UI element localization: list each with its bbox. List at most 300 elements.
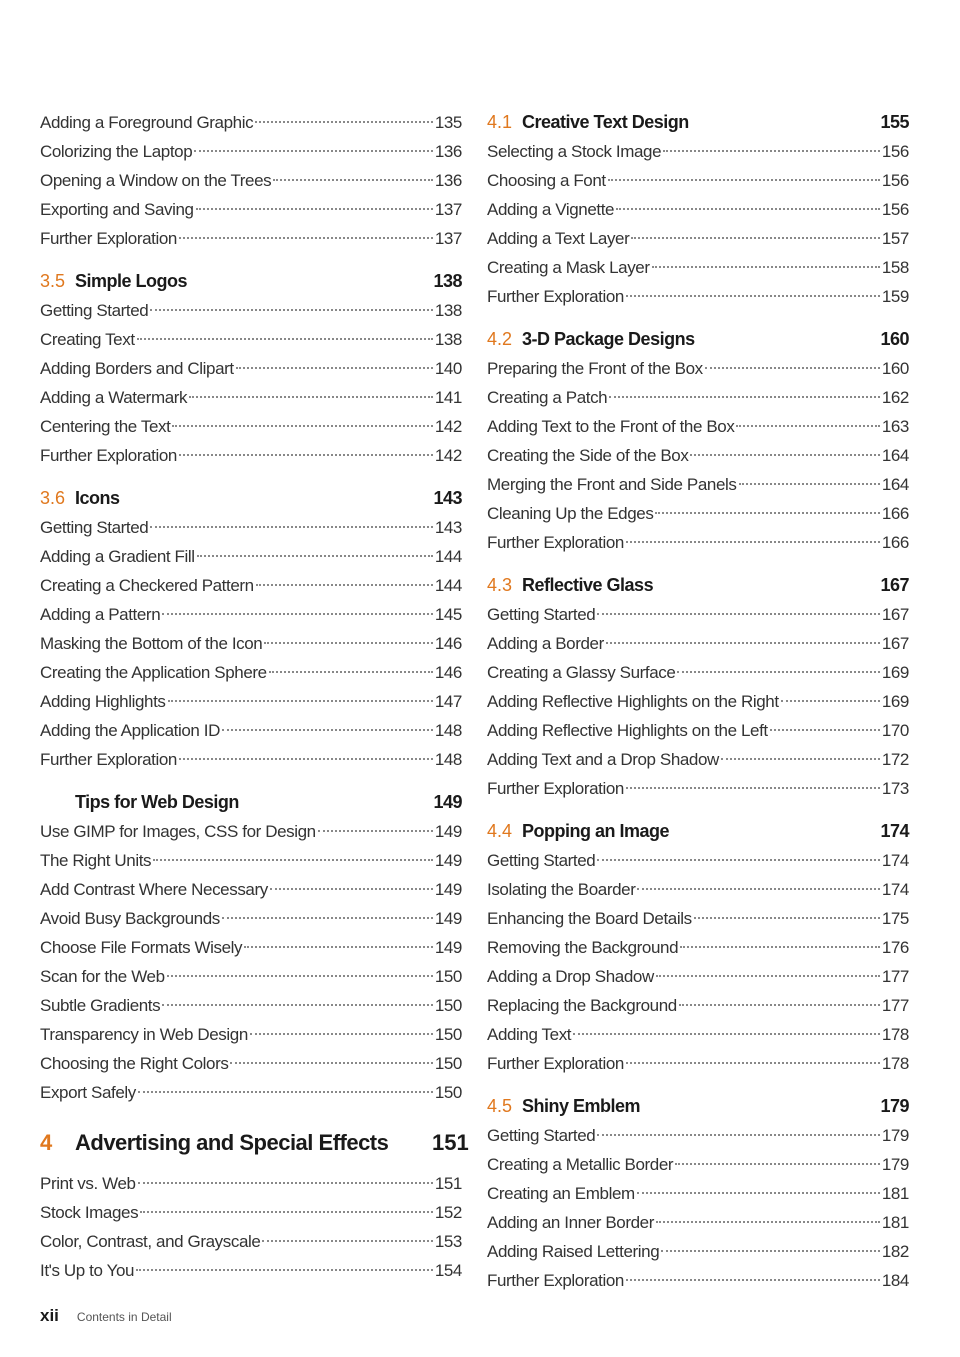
toc-entry [487, 745, 909, 774]
entry-title: Cleaning Up the Edges [487, 504, 654, 523]
leader-dots [318, 830, 433, 832]
leader-dots [616, 208, 880, 210]
toc-entry [40, 441, 462, 470]
leader-dots [637, 888, 879, 890]
entry-title: Stock Images [40, 1203, 139, 1222]
entry-title: Creating an Emblem [487, 1184, 635, 1203]
toc-entry [40, 1198, 462, 1227]
entry-title: Further Exploration [487, 287, 624, 306]
toc-entry [487, 253, 909, 282]
entry-title: Adding Reflective Highlights on the Right [487, 692, 779, 711]
toc-entry [487, 658, 909, 687]
toc-entry [40, 875, 462, 904]
leader-dots [244, 946, 433, 948]
toc-entry [487, 962, 909, 991]
entry-page: 174 [881, 851, 909, 870]
leader-dots [138, 1182, 433, 1184]
entry-title: Adding a Watermark [40, 388, 188, 407]
leader-dots [609, 396, 880, 398]
leader-dots [167, 975, 433, 977]
section-number: 4.3 [487, 575, 513, 595]
toc-entry [40, 846, 462, 875]
leader-dots [230, 1062, 432, 1064]
leader-dots [222, 917, 433, 919]
entry-page: 173 [881, 779, 909, 798]
leader-dots [172, 425, 432, 427]
entry-title: Further Exploration [487, 1271, 624, 1290]
chapter-heading [40, 1123, 469, 1163]
leader-dots [705, 367, 880, 369]
entry-page: 170 [881, 721, 909, 740]
leader-dots [656, 1221, 880, 1223]
leader-dots [262, 1240, 432, 1242]
toc-entry [40, 817, 462, 846]
entry-page: 166 [881, 533, 909, 552]
entry-title: Further Exploration [40, 229, 177, 248]
toc-entry [40, 745, 462, 774]
entry-title: Choosing a Font [487, 171, 606, 190]
section-heading [40, 788, 462, 817]
entry-title: Creating the Application Sphere [40, 663, 267, 682]
toc-entry [40, 195, 462, 224]
entry-page: 177 [881, 967, 909, 986]
entry-page: 182 [881, 1242, 909, 1261]
toc-entry [40, 1020, 462, 1049]
entry-page: 149 [434, 909, 462, 928]
leader-dots [631, 237, 879, 239]
leader-dots [273, 179, 433, 181]
leader-dots [721, 758, 880, 760]
toc-entry [40, 513, 462, 542]
section-number: 4.1 [487, 112, 513, 132]
toc-entry [487, 991, 909, 1020]
entry-page: 144 [434, 547, 462, 566]
entry-title: Adding a Border [487, 634, 604, 653]
entry-page: 163 [881, 417, 909, 436]
entry-page: 178 [881, 1054, 909, 1073]
entry-page: 150 [434, 996, 462, 1015]
leader-dots [694, 917, 880, 919]
entry-page: 148 [434, 750, 462, 769]
leader-dots [781, 700, 880, 702]
toc-entry [40, 108, 462, 137]
entry-page: 164 [881, 475, 909, 494]
entry-title: Creating Text [40, 330, 135, 349]
leader-dots [626, 787, 880, 789]
toc-entry [487, 195, 909, 224]
leader-dots [140, 1211, 433, 1213]
entry-title: Add Contrast Where Necessary [40, 880, 268, 899]
entry-page: 146 [434, 663, 462, 682]
toc-entry [40, 166, 462, 195]
toc-entry [40, 542, 462, 571]
section-page: 143 [433, 488, 462, 508]
entry-page: 142 [434, 446, 462, 465]
entry-page: 184 [881, 1271, 909, 1290]
toc-entry [487, 1150, 909, 1179]
toc-column-left [40, 108, 469, 1285]
toc-entry [487, 1020, 909, 1049]
leader-dots [264, 642, 432, 644]
entry-page: 167 [881, 605, 909, 624]
section-number: 4.5 [487, 1096, 513, 1116]
entry-title: It's Up to You [40, 1261, 135, 1280]
entry-page: 162 [881, 388, 909, 407]
leader-dots [626, 1279, 880, 1281]
leader-dots [663, 150, 880, 152]
leader-dots [270, 888, 433, 890]
entry-page: 167 [881, 634, 909, 653]
toc-entry [487, 383, 909, 412]
leader-dots [179, 454, 433, 456]
entry-page: 181 [881, 1213, 909, 1232]
entry-title: Adding Text [487, 1025, 572, 1044]
leader-dots [655, 512, 879, 514]
leader-dots [626, 1062, 880, 1064]
entry-page: 174 [881, 880, 909, 899]
leader-dots [189, 396, 433, 398]
section-heading [487, 325, 909, 354]
entry-page: 156 [881, 200, 909, 219]
entry-title: Further Exploration [487, 533, 624, 552]
entry-page: 158 [881, 258, 909, 277]
toc-entry [487, 1179, 909, 1208]
leader-dots [197, 555, 433, 557]
entry-page: 179 [881, 1155, 909, 1174]
entry-page: 169 [881, 692, 909, 711]
entry-page: 154 [434, 1261, 462, 1280]
section-title: Tips for Web Design [75, 792, 239, 812]
entry-title: Further Exploration [487, 779, 624, 798]
toc-entry [487, 629, 909, 658]
entry-page: 169 [881, 663, 909, 682]
leader-dots [626, 295, 880, 297]
leader-dots [606, 642, 880, 644]
entry-page: 181 [881, 1184, 909, 1203]
leader-dots [597, 1134, 879, 1136]
toc-entry [40, 383, 462, 412]
leader-dots [597, 859, 879, 861]
toc-entry [40, 716, 462, 745]
entry-title: Further Exploration [40, 750, 177, 769]
toc-entry [40, 137, 462, 166]
toc-entry [487, 1237, 909, 1266]
entry-title: The Right Units [40, 851, 152, 870]
entry-page: 153 [434, 1232, 462, 1251]
entry-title: Adding Reflective Highlights on the Left [487, 721, 768, 740]
entry-page: 150 [434, 1025, 462, 1044]
entry-title: Choose File Formats Wisely [40, 938, 243, 957]
leader-dots [153, 859, 433, 861]
toc-entry [40, 1049, 462, 1078]
leader-dots [661, 1250, 880, 1252]
leader-dots [652, 266, 880, 268]
entry-title: Adding a Gradient Fill [40, 547, 195, 566]
leader-dots [179, 758, 433, 760]
toc-entry [487, 1121, 909, 1150]
toc-entry [40, 1227, 462, 1256]
toc-entry [487, 137, 909, 166]
toc-entry [487, 933, 909, 962]
entry-title: Subtle Gradients [40, 996, 161, 1015]
leader-dots [150, 309, 432, 311]
entry-title: Adding Text and a Drop Shadow [487, 750, 719, 769]
entry-title: Removing the Background [487, 938, 679, 957]
section-page: 160 [880, 329, 909, 349]
entry-title: Adding the Application ID [40, 721, 220, 740]
toc-entry [40, 571, 462, 600]
entry-title: Replacing the Background [487, 996, 677, 1015]
section-page: 179 [880, 1096, 909, 1116]
entry-page: 172 [881, 750, 909, 769]
entry-page: 137 [434, 200, 462, 219]
entry-page: 164 [881, 446, 909, 465]
entry-title: Further Exploration [487, 1054, 624, 1073]
leader-dots [269, 671, 433, 673]
leader-dots [597, 613, 879, 615]
entry-page: 140 [434, 359, 462, 378]
section-page: 155 [880, 112, 909, 132]
entry-page: 141 [434, 388, 462, 407]
entry-title: Use GIMP for Images, CSS for Design [40, 822, 316, 841]
entry-page: 143 [434, 518, 462, 537]
running-footer: Contents in Detail [76, 1310, 172, 1324]
section-title: 3-D Package Designs [522, 329, 695, 349]
toc-entry [487, 716, 909, 745]
section-heading [40, 484, 462, 513]
entry-title: Getting Started [487, 605, 596, 624]
toc-entry [487, 1266, 909, 1295]
entry-title: Enhancing the Board Details [487, 909, 692, 928]
entry-page: 149 [434, 851, 462, 870]
entry-title: Masking the Bottom of the Icon [40, 634, 263, 653]
entry-title: Exporting and Saving [40, 200, 194, 219]
entry-title: Creating a Checkered Pattern [40, 576, 254, 595]
toc-entry [487, 687, 909, 716]
section-heading [487, 108, 909, 137]
entry-title: Export Safely [40, 1083, 136, 1102]
leader-dots [637, 1192, 880, 1194]
toc-entry [40, 904, 462, 933]
entry-page: 157 [881, 229, 909, 248]
leader-dots [736, 425, 879, 427]
toc-entry [487, 875, 909, 904]
toc-entry [487, 774, 909, 803]
entry-page: 149 [434, 822, 462, 841]
entry-title: Preparing the Front of the Box [487, 359, 703, 378]
leader-dots [136, 1269, 433, 1271]
entry-title: Print vs. Web [40, 1174, 136, 1193]
entry-title: Opening a Window on the Trees [40, 171, 272, 190]
entry-page: 178 [881, 1025, 909, 1044]
leader-dots [690, 454, 879, 456]
entry-page: 137 [434, 229, 462, 248]
entry-title: Adding a Pattern [40, 605, 161, 624]
entry-page: 159 [881, 287, 909, 306]
section-page: 149 [433, 792, 462, 812]
entry-page: 148 [434, 721, 462, 740]
section-page: 151 [432, 1130, 469, 1155]
toc-entry [40, 600, 462, 629]
entry-title: Avoid Busy Backgrounds [40, 909, 220, 928]
leader-dots [626, 541, 880, 543]
leader-dots [194, 150, 433, 152]
entry-page: 175 [881, 909, 909, 928]
entry-page: 176 [881, 938, 909, 957]
section-heading [487, 817, 909, 846]
entry-title: Adding Text to the Front of the Box [487, 417, 735, 436]
entry-page: 156 [881, 171, 909, 190]
toc-entry [40, 412, 462, 441]
entry-title: Creating a Patch [487, 388, 608, 407]
entry-page: 150 [434, 1083, 462, 1102]
entry-page: 179 [881, 1126, 909, 1145]
entry-page: 136 [434, 142, 462, 161]
leader-dots [255, 121, 433, 123]
leader-dots [168, 700, 433, 702]
section-title: Shiny Emblem [522, 1096, 641, 1116]
entry-page: 145 [434, 605, 462, 624]
leader-dots [137, 338, 433, 340]
section-heading [487, 571, 909, 600]
section-number: 3.5 [40, 271, 66, 291]
entry-title: Getting Started [487, 851, 596, 870]
entry-page: 138 [434, 330, 462, 349]
toc-entry [40, 325, 462, 354]
leader-dots [236, 367, 433, 369]
entry-title: Creating the Side of the Box [487, 446, 689, 465]
entry-title: Adding Borders and Clipart [40, 359, 234, 378]
toc-entry [40, 1169, 462, 1198]
entry-title: Adding a Text Layer [487, 229, 630, 248]
toc-entry [40, 296, 462, 325]
page-footer [40, 1306, 172, 1326]
section-page: 167 [880, 575, 909, 595]
entry-page: 138 [434, 301, 462, 320]
toc-entry [487, 412, 909, 441]
toc-entry [40, 962, 462, 991]
entry-page: 142 [434, 417, 462, 436]
toc-entry [40, 1256, 462, 1285]
leader-dots [680, 946, 880, 948]
section-title: Simple Logos [75, 271, 188, 291]
entry-title: Centering the Text [40, 417, 171, 436]
entry-title: Transparency in Web Design [40, 1025, 248, 1044]
entry-page: 136 [434, 171, 462, 190]
entry-page: 152 [434, 1203, 462, 1222]
entry-page: 144 [434, 576, 462, 595]
section-number: 3.6 [40, 488, 66, 508]
leader-dots [222, 729, 433, 731]
toc-entry [40, 658, 462, 687]
leader-dots [679, 1004, 880, 1006]
leader-dots [608, 179, 880, 181]
entry-page: 135 [434, 113, 462, 132]
toc-entry [487, 166, 909, 195]
entry-title: Adding an Inner Border [487, 1213, 654, 1232]
toc-entry [487, 904, 909, 933]
leader-dots [573, 1033, 880, 1035]
section-page: 138 [433, 271, 462, 291]
leader-dots [162, 1004, 433, 1006]
toc-entry [487, 600, 909, 629]
entry-title: Isolating the Boarder [487, 880, 636, 899]
entry-page: 166 [881, 504, 909, 523]
leader-dots [179, 237, 433, 239]
entry-page: 146 [434, 634, 462, 653]
entry-title: Getting Started [40, 301, 149, 320]
entry-title: Adding Highlights [40, 692, 166, 711]
toc-entry [487, 846, 909, 875]
section-number: 4 [40, 1130, 53, 1155]
toc-entry [487, 1208, 909, 1237]
entry-page: 149 [434, 938, 462, 957]
entry-title: Adding a Vignette [487, 200, 615, 219]
leader-dots [196, 208, 433, 210]
section-page: 174 [880, 821, 909, 841]
toc-entry [487, 1049, 909, 1078]
entry-title: Further Exploration [40, 446, 177, 465]
toc-entry [487, 282, 909, 311]
entry-title: Selecting a Stock Image [487, 142, 662, 161]
entry-title: Colorizing the Laptop [40, 142, 193, 161]
entry-page: 151 [434, 1174, 462, 1193]
section-number: 4.2 [487, 329, 513, 349]
entry-title: Color, Contrast, and Grayscale [40, 1232, 261, 1251]
entry-page: 156 [881, 142, 909, 161]
leader-dots [162, 613, 433, 615]
entry-title: Adding a Drop Shadow [487, 967, 654, 986]
entry-page: 150 [434, 967, 462, 986]
leader-dots [739, 483, 880, 485]
leader-dots [256, 584, 433, 586]
folio: xii [40, 1306, 59, 1325]
entry-page: 160 [881, 359, 909, 378]
entry-title: Creating a Mask Layer [487, 258, 650, 277]
toc-entry [40, 354, 462, 383]
section-title: Reflective Glass [522, 575, 654, 595]
leader-dots [150, 526, 432, 528]
section-heading [40, 267, 462, 296]
section-heading [487, 1092, 909, 1121]
section-number: 4.4 [487, 821, 513, 841]
section-title: Icons [75, 488, 120, 508]
entry-title: Getting Started [40, 518, 149, 537]
entry-title: Creating a Glassy Surface [487, 663, 676, 682]
toc-entry [487, 354, 909, 383]
entry-page: 147 [434, 692, 462, 711]
entry-title: Getting Started [487, 1126, 596, 1145]
toc-entry [40, 991, 462, 1020]
toc-entry [40, 224, 462, 253]
section-title: Advertising and Special Effects [75, 1130, 389, 1155]
entry-title: Creating a Metallic Border [487, 1155, 674, 1174]
leader-dots [250, 1033, 433, 1035]
entry-title: Adding a Foreground Graphic [40, 113, 254, 132]
leader-dots [677, 671, 879, 673]
entry-title: Merging the Front and Side Panels [487, 475, 737, 494]
entry-title: Scan for the Web [40, 967, 165, 986]
leader-dots [675, 1163, 880, 1165]
leader-dots [770, 729, 880, 731]
toc-entry [487, 224, 909, 253]
leader-dots [656, 975, 880, 977]
toc-entry [40, 687, 462, 716]
toc-entry [40, 629, 462, 658]
toc-entry [40, 1078, 462, 1107]
toc-entry [487, 528, 909, 557]
section-title: Popping an Image [522, 821, 670, 841]
